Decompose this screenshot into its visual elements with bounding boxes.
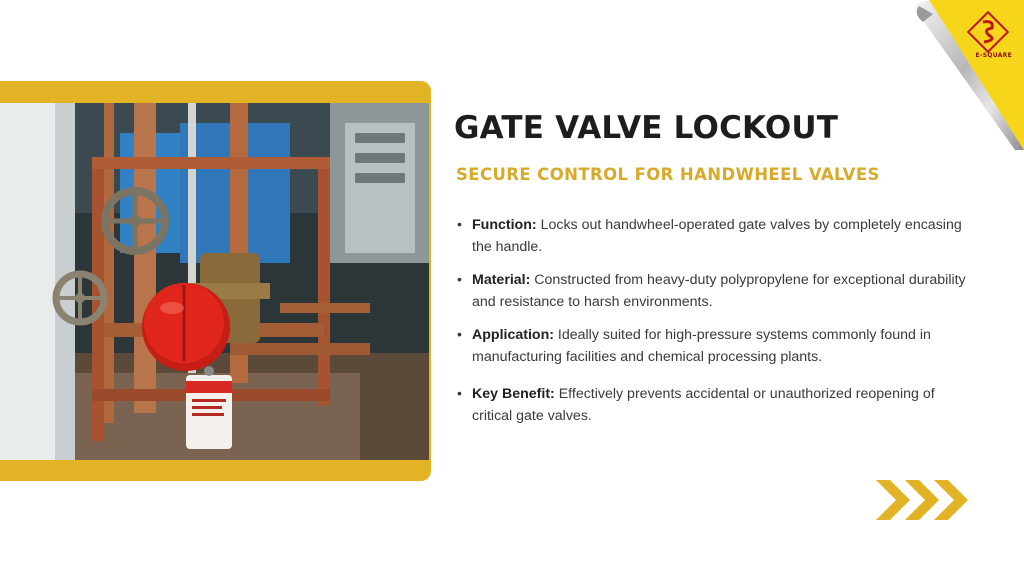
feature-list [456,214,976,427]
photo-frame [0,81,431,481]
gate-valve-lockout-photo [0,103,429,460]
list-item-function [456,214,976,258]
bullet-label: Key Benefit: [472,386,555,402]
triple-chevron-right-icon[interactable] [876,480,968,520]
page-title: GATE VALVE LOCKOUT [454,110,839,146]
list-item-key-benefit [456,383,976,427]
list-item-application [456,324,976,368]
photo-illustration [0,103,429,460]
list-item-material [456,269,976,313]
bullet-text: Locks out handwheel-operated gate valves by completely encasing the handle. [472,217,962,255]
e-square-logo-icon [899,0,1024,150]
bullet-label: Material: [472,272,531,288]
logo-text: E-SQUARE [975,52,1012,59]
bullet-text: Ideally suited for high-pressure systems commonly found in manufacturing facilities and chemical processing plants. [472,327,931,365]
page-subtitle: SECURE CONTROL FOR HANDWHEEL VALVES [456,165,880,184]
bullet-text: Constructed from heavy-duty polypropylene for exceptional durability and resistance to harsh environments. [472,272,966,310]
bullet-text: Effectively prevents accidental or unauthorized reopening of critical gate valves. [472,386,935,424]
bullet-label: Function: [472,217,537,233]
bullet-label: Application: [472,327,554,343]
